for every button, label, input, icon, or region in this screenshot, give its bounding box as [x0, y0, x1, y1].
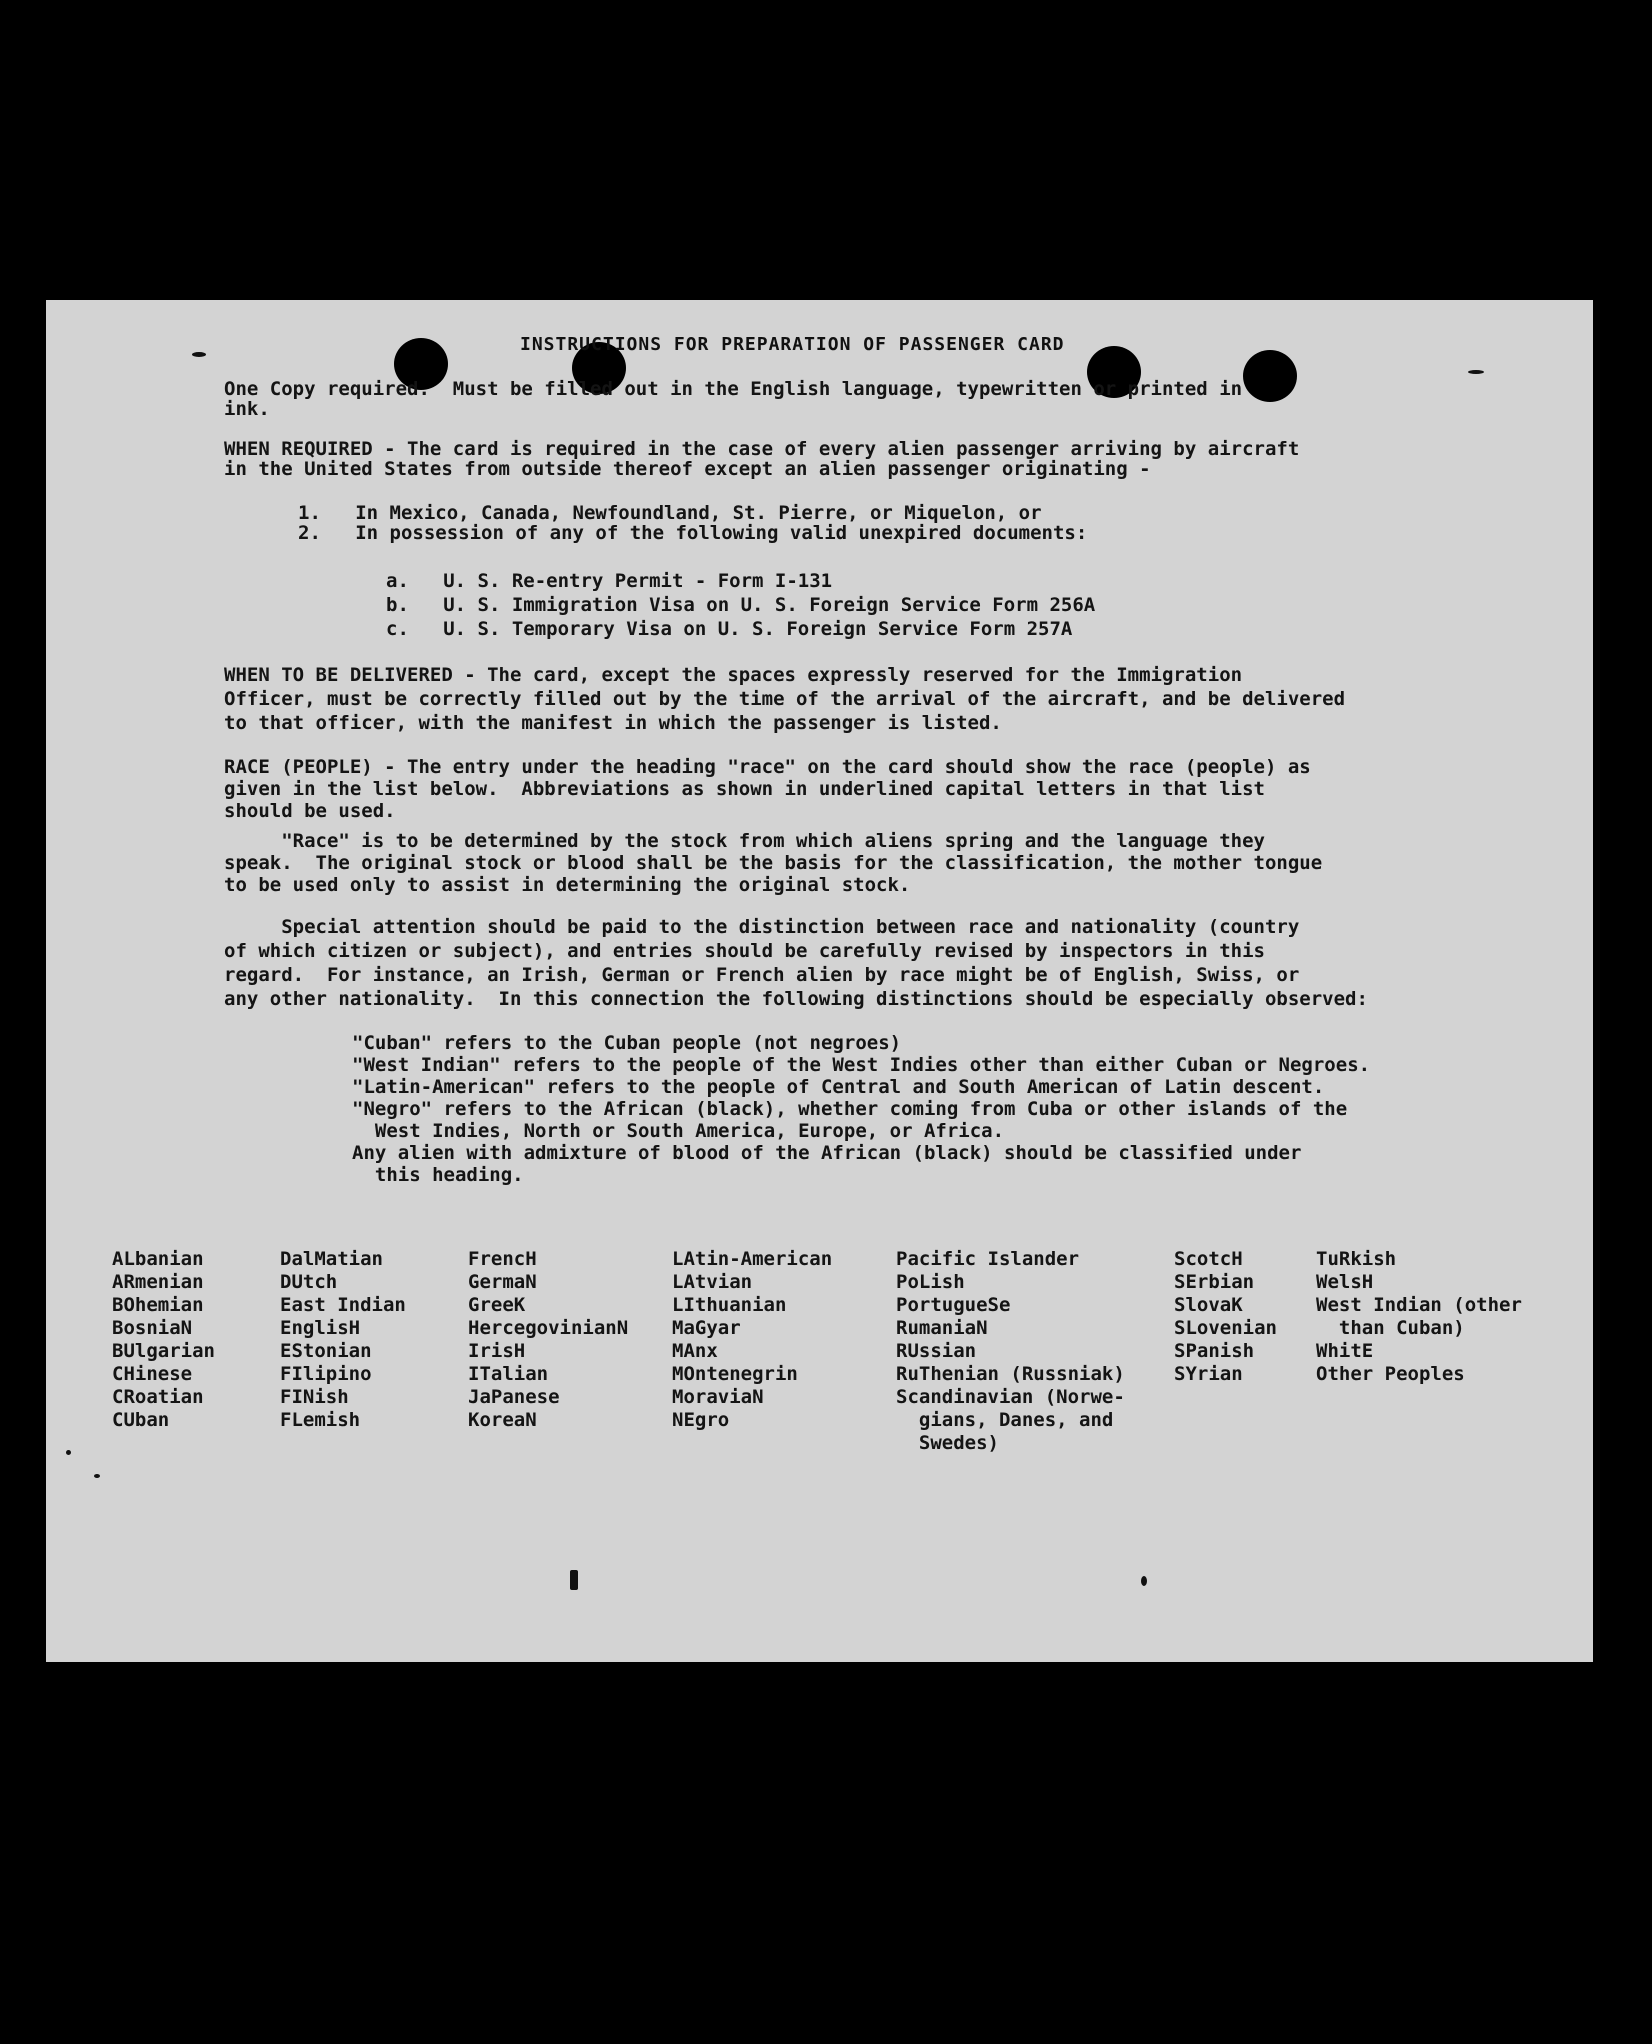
race-entry: MAnx: [672, 1340, 718, 1362]
race-entry: FIlipino: [280, 1363, 372, 1385]
race-entry: FINish: [280, 1386, 349, 1408]
race-entry: LAtin-American: [672, 1248, 833, 1270]
race-entry: ALbanian: [112, 1248, 204, 1270]
race-entry: BUlgarian: [112, 1340, 215, 1362]
instruction-sheet: [46, 300, 1593, 1662]
distinction-line-4: "Negro" refers to the African (black), whether coming from Cuba or other islands of the: [352, 1098, 1348, 1120]
numbered-item-1: 1. In Mexico, Canada, Newfoundland, St. Pierre, or Miquelon, or: [298, 502, 1042, 524]
race-entry: IrisH: [468, 1340, 526, 1362]
ink-speck: [570, 1570, 578, 1590]
distinction-line-7: this heading.: [352, 1164, 524, 1186]
race-entry: BosniaN: [112, 1317, 193, 1339]
special-line-1: Special attention should be paid to the distinction between race and nationality (country: [224, 916, 1300, 938]
page-title: INSTRUCTIONS FOR PREPARATION OF PASSENGER CARD: [520, 334, 1065, 355]
ink-speck: [94, 1474, 100, 1478]
race-entry: BOhemian: [112, 1294, 204, 1316]
race-entry: EnglisH: [280, 1317, 361, 1339]
race-entry: MoraviaN: [672, 1386, 764, 1408]
race-entry: JaPanese: [468, 1386, 560, 1408]
race-entry: SlovaK: [1174, 1294, 1243, 1316]
race-column-1: [112, 1248, 215, 1432]
race-entry: KoreaN: [468, 1409, 537, 1431]
race-entry: FrencH: [468, 1248, 537, 1270]
when-required-line-2: in the United States from outside thereof except an alien passenger originating -: [224, 458, 1151, 480]
race-entry: HercegovinianN: [468, 1317, 629, 1339]
race-entry: MaGyar: [672, 1317, 741, 1339]
distinction-line-2: "West Indian" refers to the people of the West Indies other than either Cuban or Negroes.: [352, 1054, 1371, 1076]
race-entry: PoLish: [896, 1271, 965, 1293]
ink-speck: [192, 352, 206, 357]
race-entry: TuRkish: [1316, 1248, 1397, 1270]
race-entry: EStonian: [280, 1340, 372, 1362]
race-column-5: [896, 1248, 1125, 1455]
race-entry: PortugueSe: [896, 1294, 1011, 1316]
race-definition-line-1: "Race" is to be determined by the stock from which aliens spring and the language they: [224, 830, 1265, 852]
race-entry: FLemish: [280, 1409, 361, 1431]
distinction-line-5: West Indies, North or South America, Europe, or Africa.: [352, 1120, 1005, 1142]
race-entry: RUssian: [896, 1340, 977, 1362]
race-entry: ScotcH: [1174, 1248, 1243, 1270]
race-entry: GermaN: [468, 1271, 537, 1293]
race-entry: LIthuanian: [672, 1294, 787, 1316]
race-entry: SErbian: [1174, 1271, 1255, 1293]
when-required-line-1: WHEN REQUIRED - The card is required in the case of every alien passenger arriving by aircraft: [224, 438, 1300, 460]
race-entry: LAtvian: [672, 1271, 753, 1293]
race-entry: West Indian (other: [1316, 1294, 1522, 1316]
race-column-7: [1316, 1248, 1522, 1386]
race-entry: ITalian: [468, 1363, 549, 1385]
distinction-line-3: "Latin-American" refers to the people of Central and South American of Latin descent.: [352, 1076, 1325, 1098]
race-entry: SYrian: [1174, 1363, 1243, 1385]
race-entry: GreeK: [468, 1294, 526, 1316]
race-definition-line-2: speak. The original stock or blood shall be the basis for the classification, the mother tongue: [224, 852, 1323, 874]
race-entry: RuThenian (Russniak): [896, 1363, 1125, 1385]
race-entry: RumaniaN: [896, 1317, 988, 1339]
race-entry: Scandinavian (Norwe-: [896, 1386, 1125, 1408]
race-entry: CUban: [112, 1409, 170, 1431]
race-column-4: [672, 1248, 832, 1432]
race-definition-line-3: to be used only to assist in determining the original stock.: [224, 874, 911, 896]
special-line-2: of which citizen or subject), and entries should be carefully revised by inspectors in this: [224, 940, 1265, 962]
punch-hole: [1243, 350, 1297, 402]
race-entry: gians, Danes, and: [896, 1409, 1114, 1431]
ink-speck: [1141, 1576, 1147, 1586]
race-line-1: RACE (PEOPLE) - The entry under the heading "race" on the card should show the race (people) as: [224, 756, 1311, 778]
ink-speck: [1468, 370, 1484, 374]
race-entry: than Cuban): [1316, 1317, 1465, 1339]
race-entry: WhitE: [1316, 1340, 1374, 1362]
race-entry: DalMatian: [280, 1248, 383, 1270]
race-column-3: [468, 1248, 628, 1432]
document-item-c: c. U. S. Temporary Visa on U. S. Foreign Service Form 257A: [386, 618, 1073, 640]
race-entry: SPanish: [1174, 1340, 1255, 1362]
race-entry: CRoatian: [112, 1386, 204, 1408]
document-item-a: a. U. S. Re-entry Permit - Form I-131: [386, 570, 833, 592]
when-delivered-line-2: Officer, must be correctly filled out by the time of the arrival of the aircraft, and be delivered: [224, 688, 1346, 710]
intro-line-1: One Copy required. Must be filled out in the English language, typewritten or printed in: [224, 378, 1243, 400]
distinction-line-1: "Cuban" refers to the Cuban people (not negroes): [352, 1032, 902, 1054]
race-entry: Other Peoples: [1316, 1363, 1465, 1385]
intro-line-2: ink.: [224, 398, 270, 420]
race-entry: CHinese: [112, 1363, 193, 1385]
race-entry: DUtch: [280, 1271, 338, 1293]
race-line-3: should be used.: [224, 800, 396, 822]
special-line-3: regard. For instance, an Irish, German or French alien by race might be of English, Swiss, or: [224, 964, 1300, 986]
race-entry: Pacific Islander: [896, 1248, 1080, 1270]
race-entry: ARmenian: [112, 1271, 204, 1293]
race-entry: SLovenian: [1174, 1317, 1277, 1339]
race-entry: Swedes): [896, 1432, 999, 1454]
special-line-4: any other nationality. In this connection the following distinctions should be especially observed:: [224, 988, 1368, 1010]
race-line-2: given in the list below. Abbreviations as shown in underlined capital letters in that list: [224, 778, 1265, 800]
race-entry: MOntenegrin: [672, 1363, 798, 1385]
race-entry: NEgro: [672, 1409, 730, 1431]
ink-speck: [66, 1450, 71, 1455]
document-item-b: b. U. S. Immigration Visa on U. S. Foreign Service Form 256A: [386, 594, 1096, 616]
race-column-2: [280, 1248, 406, 1432]
numbered-item-2: 2. In possession of any of the following valid unexpired documents:: [298, 522, 1088, 544]
distinction-line-6: Any alien with admixture of blood of the African (black) should be classified under: [352, 1142, 1302, 1164]
race-entry: WelsH: [1316, 1271, 1374, 1293]
when-delivered-line-3: to that officer, with the manifest in which the passenger is listed.: [224, 712, 1002, 734]
race-entry: East Indian: [280, 1294, 406, 1316]
when-delivered-line-1: WHEN TO BE DELIVERED - The card, except the spaces expressly reserved for the Immigration: [224, 664, 1243, 686]
race-column-6: [1174, 1248, 1277, 1386]
